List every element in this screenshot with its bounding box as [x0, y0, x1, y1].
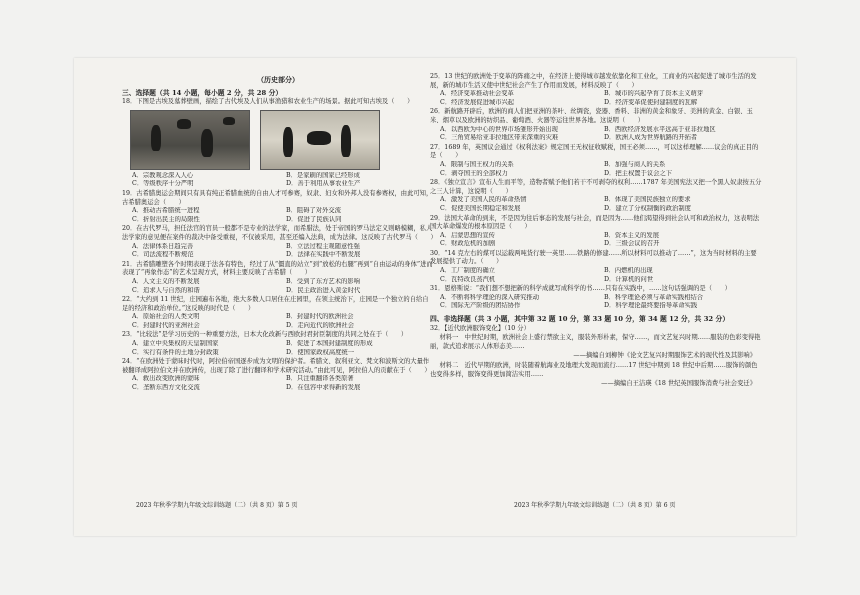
- figure-shape: [151, 125, 161, 151]
- figure-shape: [201, 129, 213, 157]
- question-stem: 21．古希腊雕塑各个时期表现于法各有特色，经过了从“僵直的站立”到“放松的右腿”再到“自由运动的身体”进而表现了“再象作态”的艺术呈现方式，材料主要反映了古希腊（ ）: [122, 260, 433, 277]
- options: [122, 340, 434, 357]
- question-29: [430, 215, 762, 249]
- question-31: [430, 285, 762, 311]
- option-b: B．西欧经济发展水平远高于亚非拉地区: [604, 125, 716, 133]
- material-one-source: ——摘编自刘柳钟《论文艺复兴时期服饰艺术的现代性及其影响》: [573, 352, 756, 360]
- question-stem: 27．1689 年，英国议会通过《权利法案》规定国王无权征收赋税，国王必须……，可以这样理解……议会的真正目的是（ ）: [430, 143, 759, 160]
- options: [430, 90, 762, 107]
- option-d: D．科学理论最终要指导革命实践: [604, 302, 698, 310]
- question-21: [122, 261, 434, 295]
- question-stem: 30．“14 克左右的煤可以运载两吨货行驶一英里……铁路的修建……所以材料可以推动了……”，这为当时材料的主要发展提供了动力。（ ）: [430, 249, 757, 266]
- option-b: B．内燃机的出现: [604, 267, 653, 275]
- options: [122, 375, 434, 392]
- question-27: [430, 144, 762, 178]
- option-d: D．建立了分权制衡的政治制度: [604, 204, 691, 212]
- options: [122, 207, 434, 224]
- option-c: C．垄断东西方文化交流: [132, 384, 200, 392]
- question-stem: 22．“大约到 11 世纪，庄园遍布各地，绝大多数人口居住在庄园里，在领主统治下，庄园是一个独立的自给自足的经济和政治单位。”这反映的时代是（ ）: [122, 296, 429, 312]
- material-two: 材料二 近代早期的欧洲，时装随着航海业及地理大发现而流行……17 世纪中期到 18 世纪中后期……服饰的颜色也变得多样，服饰变得更加简洁实用……: [430, 362, 758, 378]
- choice-section-title: 三、选择题（共 14 小题，每小题 2 分，共 28 分）: [122, 88, 283, 97]
- option-d: D．促进了民族认同: [286, 215, 342, 223]
- option-c: C．国际无产阶级的团结协作: [440, 302, 521, 310]
- question-18: [122, 98, 434, 189]
- option-c: C．实行有条件的土地分封政策: [132, 348, 219, 356]
- question-30: [430, 250, 762, 284]
- mural-images: [130, 110, 434, 170]
- option-c: C．促使美国长期稳定和发展: [440, 204, 521, 212]
- option-a: A．法律体系日趋完善: [132, 242, 194, 250]
- option-b: B．城市的兴起孕育了资本主义萌芽: [604, 90, 704, 98]
- right-page: [430, 72, 762, 389]
- option-d: D．三级会议的召开: [604, 240, 660, 248]
- option-a: A．启蒙思想的宣传: [440, 231, 495, 239]
- option-c: C．封建时代的亚洲社会: [132, 321, 200, 329]
- option-d: D．使国家政权高度统一: [286, 348, 355, 356]
- question-stem: 29．法国大革命的到来，不是因为往后事态的发展与社会，而是因为……他们渴望得到社会认可和政治权力，这表明法国大革命爆发的根本原因是（ ）: [430, 214, 760, 231]
- option-d: D．民主政治进入黄金时代: [286, 286, 361, 294]
- question-25: [430, 73, 762, 107]
- option-c: C．剥夺国王的全部权力: [440, 169, 508, 177]
- option-a: A．以西欧为中心的世界市场雏形开始出现: [440, 125, 558, 133]
- figure-shape: [283, 127, 293, 157]
- page-footer-left: 2023 年秋季学期九年级文综训练题（二）（共 8 页）第 5 页: [136, 502, 298, 509]
- option-a: A．宗教观念深入人心: [132, 171, 194, 179]
- question-22: [122, 296, 434, 330]
- figure-shape: [341, 125, 351, 157]
- option-c: C．三角贸易给亚非拉地区带来深重的灾难: [440, 134, 559, 142]
- option-d: D．在包容中求得新的发展: [286, 384, 361, 392]
- section-label: （历史部分）: [257, 75, 299, 84]
- egyptian-mural-fishing: [130, 110, 250, 170]
- bird-shape: [177, 119, 191, 129]
- question-stem: 26．新航路开辟后，欧洲的商人们把亚洲的茶叶、丝绸瓷，瓷器、香料、非洲的黄金和象牙、美洲的黄金、白银、玉米、烟草以及欧洲的纺织品、葡萄酒、火器等运往世界各地。这说明（ ）: [430, 108, 753, 124]
- option-d: D．把主权置于议会之下: [604, 169, 673, 177]
- options: [430, 161, 762, 178]
- option-a: A．经济变革推动社会变革: [440, 90, 514, 98]
- non-choice-section-title: 四、非选择题（共 3 小题，其中第 32 题 10 分，第 33 题 10 分，第 34 题 12 分，共 32 分）: [430, 315, 730, 324]
- question-stem: 31．恩格斯说：“我们想不想把新的科学成就写成科学的书……只有在实践中，……这句话强调的是（ ）: [430, 285, 731, 293]
- question-24: [122, 358, 434, 392]
- option-c: C．经济发展促进城市兴起: [440, 98, 515, 106]
- option-d: D．欧洲人成为世界航路的开拓者: [604, 134, 698, 142]
- question-20: [122, 225, 437, 259]
- question-26: [430, 108, 762, 142]
- question-stem: 25．13 世纪的欧洲处于变革的阵痛之中，在经济上使得城市越发依靠化和工业化，工商业的兴起促进了城市生活的发展，新的城市生活又使中世纪社会产生了作用而发展，材料反映了（ ）: [430, 73, 757, 89]
- options: [430, 294, 762, 311]
- option-b: B．资本主义的发展: [604, 231, 660, 239]
- option-b: B．立法过程主观随意性强: [286, 242, 360, 250]
- option-a: A．不断将科学理论的深入研究推动: [440, 293, 540, 301]
- option-d: D．善于利用从事农业生产: [286, 180, 361, 188]
- options: [122, 313, 434, 330]
- option-b: B．是家刷的国家已经形成: [286, 171, 360, 179]
- option-b: B．体现了美国民族独立的要求: [604, 196, 691, 204]
- option-a: A．原始社会的人类文明: [132, 313, 200, 321]
- left-page: [122, 58, 437, 393]
- option-c: C．等级秩序十分严明: [132, 180, 194, 188]
- option-d: D．经济变革促使封建制度的瓦解: [604, 98, 698, 106]
- option-d: D．走向近代的欧洲社会: [286, 321, 355, 329]
- option-a: A．工厂制度的确立: [440, 267, 495, 275]
- option-b: B．加强与商人的关系: [604, 160, 666, 168]
- options: [430, 196, 762, 213]
- option-b: B．促进了本国封建制度的形成: [286, 340, 373, 348]
- question-stem: 19．古希腊奥运会期间只有具有纯正希腊血统的自由人才可参赛，奴隶、妇女和外邦人没有参赛权，由此可知，古希腊奥运会（ ）: [122, 189, 433, 206]
- question-23: [122, 331, 434, 357]
- question-stem: 20．在古代罗马，担任法官的官员一般都不是专业的法学家，而希腊法，处于帝国的罗马法定义则略模糊，私人法学家的意见便在案件的裁决中备受重视，不仅被采用，甚至还编入法典，成为法律。这反映了古代罗马（ ）: [122, 225, 437, 241]
- material-two-source: ——摘编自王洁瑛《18 世纪英国服饰消费与社会变迁》: [601, 380, 756, 388]
- option-b: B．科学理论必须与革命实践相结合: [604, 293, 704, 301]
- option-a: A．限制与国王权力的关系: [440, 160, 514, 168]
- option-a: A．激发了美国人民的革命热情: [440, 196, 527, 204]
- options: [430, 267, 762, 284]
- question-stem: 18．下图是古埃及墓葬壁画，描绘了古代埃及人们从事渔猎和农业生产的场景。据此可知古埃及（ ）: [122, 98, 414, 106]
- option-c: C．财政危机的加剧: [440, 240, 496, 248]
- ox-shape: [307, 131, 331, 145]
- question-stem: 24．“在欧洲处于蒙昧时代时，阿拉伯帝国逐步成为文明的保护者。希腊文、叙利亚文、梵文和波斯文的大量作被翻译成阿拉伯文并在欧洲传，出现了除了进行翻译和学术研究活动。”由此可见，阿拉伯人的贡献在于（ ）: [122, 358, 431, 374]
- option-c: C．司法流程不断规范: [132, 251, 194, 259]
- options: [430, 126, 762, 143]
- page-footer-right: 2023 年秋季学期九年级文综训练题（二）（共 8 页）第 6 页: [514, 502, 676, 509]
- option-c: C．折射出民主的局限性: [132, 215, 200, 223]
- question-stem: 28．《独立宣言》宣布人生而平等，造物者赋予他们若干不可剥夺的权利……1787 年美国宪法又把一个黑人奴隶按五分之三人计算，这说明（ ）: [430, 179, 762, 195]
- options: [430, 232, 762, 249]
- question-28: [430, 179, 762, 213]
- option-d: D．法律在实践中不断发展: [286, 251, 361, 259]
- options: [122, 278, 434, 295]
- options: [122, 172, 434, 189]
- egyptian-mural-farming: [260, 110, 380, 170]
- exam-sheet: [74, 58, 796, 536]
- question-19: [122, 190, 434, 224]
- option-a: A．救出改变欧洲的蒙昧: [132, 375, 200, 383]
- option-c: C．追求人与自然的和谐: [132, 286, 200, 294]
- options: [122, 243, 434, 260]
- option-b: B．只注重翻译各类原著: [286, 375, 354, 383]
- option-a: A．建立中央集权的天皇制国家: [132, 340, 219, 348]
- question-stem: 23．“比较法”是学习历史的一种重要方法，日本大化改新与西欧封君封臣制度的共同之处在于（ ）: [122, 331, 408, 339]
- option-d: D．计算机的问世: [604, 275, 654, 283]
- option-b: B．阻碍了对外交流: [286, 207, 342, 215]
- option-a: A．人文主义的不断发展: [132, 277, 200, 285]
- option-b: B．封建时代的欧洲社会: [286, 313, 354, 321]
- option-c: C．瓦特改良蒸汽机: [440, 275, 496, 283]
- material-one: 材料一 中世纪时期，欧洲社会上盛行禁欲主义，服装外形朴素，保守……，而文艺复兴时期……服装的色彩变得艳丽，款式追求展示人体形态美……: [430, 334, 761, 350]
- option-b: B．受到了东方艺术的影响: [286, 277, 360, 285]
- bird-shape: [223, 117, 235, 125]
- option-a: A．推动古希腊统一进程: [132, 207, 200, 215]
- question-32-title: 32．【近代欧洲服饰变化】（10 分）: [430, 324, 530, 332]
